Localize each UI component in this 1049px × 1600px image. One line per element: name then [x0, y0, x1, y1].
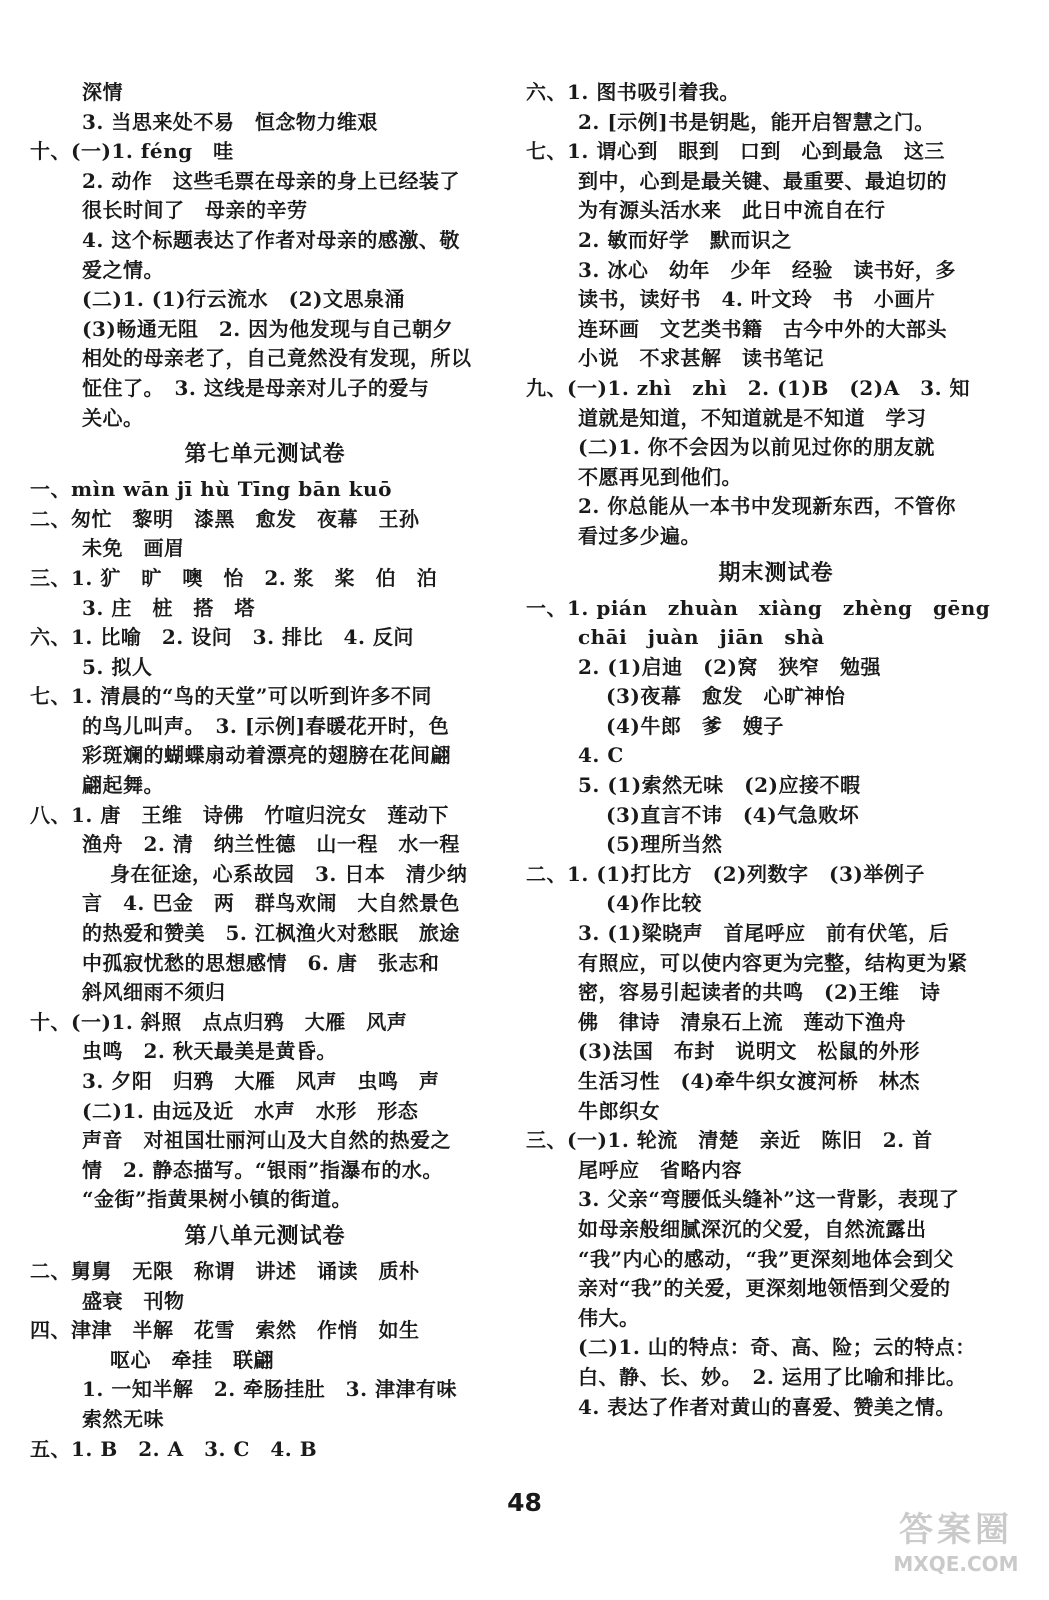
answer-line: 相处的母亲老了，自己竟然没有发现，所以: [82, 346, 472, 371]
answer-line: (3)夜幕 愈发 心旷神怡: [606, 684, 846, 709]
answer-line: 尾呼应 省略内容: [578, 1157, 742, 1182]
answer-line: 十、(一)1. 斜照 点点归鸦 大雁 风声: [30, 1009, 408, 1034]
answer-line: 3. 庄 桩 搭 塔: [82, 595, 255, 620]
answer-line: 牛郎织女: [578, 1098, 660, 1123]
answer-line: “金街”指黄果树小镇的街道。: [82, 1187, 353, 1212]
answer-line: 七、1. 清晨的“鸟的天堂”可以听到许多不同: [30, 684, 432, 709]
answer-line: 如母亲般细腻深沉的父爱，自然流露出: [578, 1216, 927, 1241]
answer-line: (二)1. 你不会因为以前见过你的朋友就: [578, 435, 935, 460]
answer-line: 3. 当思来处不易 恒念物力维艰: [82, 109, 378, 134]
answer-line: 索然无味: [82, 1406, 164, 1431]
answer-line: 2. 动作 这些毛票在母亲的身上已经装了: [82, 168, 460, 193]
answer-line: 很长时间了 母亲的辛劳: [82, 198, 308, 223]
answer-line: (3)法国 布封 说明文 松鼠的外形: [578, 1039, 920, 1064]
answer-line: 八、1. 唐 王维 诗佛 竹喧归浣女 莲动下: [30, 802, 449, 827]
answer-line: 5. 拟人: [82, 654, 153, 679]
answer-line: 七、1. 谓心到 眼到 口到 心到最急 这三: [526, 139, 945, 164]
section-heading: 第七单元测试卷: [184, 441, 346, 468]
answer-line: 虫鸣 2. 秋天最美是黄昏。: [82, 1039, 337, 1064]
answer-line: 亲对“我”的关爱，更深刻地领悟到父爱的: [578, 1276, 951, 1301]
answer-line: 二、匆忙 黎明 漆黑 愈发 夜幕 王孙: [30, 506, 420, 531]
answer-line: 2. (1)启迪 (2)窝 狭窄 勉强: [578, 654, 882, 679]
answer-line: 的热爱和赞美 5. 江枫渔火对愁眠 旅途: [82, 921, 460, 946]
answer-line: 爱之情。: [82, 257, 164, 282]
answer-line: 三、1. 犷 旷 噢 怡 2. 浆 桨 伯 泊: [30, 565, 438, 590]
answer-line: 为有源头活水来 此日中流自在行: [578, 198, 886, 223]
answer-line: 小说 不求甚解 读书笔记: [578, 346, 824, 371]
answer-line: 看过多少遍。: [578, 523, 701, 548]
answer-line: 九、(一)1. zhì zhì 2. (1)B (2)A 3. 知: [526, 375, 971, 400]
answer-line: 4. 表达了作者对黄山的喜爱、赞美之情。: [578, 1394, 956, 1419]
answer-line: (4)牛郎 爹 嫂子: [606, 713, 784, 738]
answer-line: 3. 冰心 幼年 少年 经验 读书好，多: [578, 257, 956, 282]
answer-line: 二、1. (1)打比方 (2)列数字 (3)举例子: [526, 861, 925, 886]
answer-line: (二)1. 由远及近 水声 水形 形态: [82, 1098, 419, 1123]
answer-line: 身在征途，心系故园 3. 日本 清少纳: [110, 861, 468, 886]
answer-line: 未免 画眉: [82, 536, 185, 561]
answer-line: chāi juàn jiān shà: [578, 625, 825, 650]
answer-line: 2. 你总能从一本书中发现新东西，不管你: [578, 494, 956, 519]
answer-line: (3)直言不讳 (4)气急败坏: [606, 802, 860, 827]
answer-line: 中孤寂忧愁的思想感情 6. 唐 张志和: [82, 950, 440, 975]
answer-line: 声音 对祖国壮丽河山及大自然的热爱之: [82, 1128, 451, 1153]
answer-line: 3. 父亲“弯腰低头缝补”这一背影，表现了: [578, 1187, 960, 1212]
answer-line: 情 2. 静态描写。“银雨”指瀑布的水。: [82, 1157, 443, 1182]
answer-line: 十、(一)1. féng 哇: [30, 139, 234, 164]
answer-line: 2. 敏而好学 默而识之: [578, 227, 792, 252]
answer-line: 一、mìn wān jī hù Tīng bān kuō: [30, 477, 392, 502]
right-column: [526, 78, 1026, 1422]
answer-line: 深情: [82, 80, 123, 104]
answer-line: 的鸟儿叫声。 3. [示例]春暖花开时，色: [82, 713, 450, 738]
answer-line: 道就是知道，不知道就是不知道 学习: [578, 405, 927, 430]
answer-line: 六、1. 比喻 2. 设问 3. 排比 4. 反问: [30, 625, 414, 650]
answer-line: (4)作比较: [606, 891, 702, 916]
answer-line: 连环画 文艺类书籍 古今中外的大部头: [578, 316, 947, 341]
answer-line: 二、舅舅 无限 称谓 讲述 诵读 质朴: [30, 1258, 420, 1283]
answer-line: 有照应，可以使内容更为完整，结构更为紧: [578, 950, 968, 975]
answer-line: 怔住了。 3. 这线是母亲对儿子的爱与: [82, 375, 430, 400]
answer-line: 伟大。: [578, 1305, 640, 1330]
answer-line: 关心。: [82, 405, 144, 430]
answer-line: 2. [示例]书是钥匙，能开启智慧之门。: [578, 109, 935, 134]
answer-line: 五、1. B 2. A 3. C 4. B: [30, 1436, 318, 1461]
answer-line: (5)理所当然: [606, 832, 723, 857]
answer-line: 盛衰 刊物: [82, 1288, 185, 1313]
watermark-logo: [880, 1508, 1032, 1586]
answer-line: 不愿再见到他们。: [578, 464, 742, 489]
answer-line: 呕心 牵挂 联翩: [110, 1347, 274, 1372]
answer-line: 1. 一知半解 2. 牵肠挂肚 3. 津津有味: [82, 1377, 458, 1402]
answer-line: 3. 夕阳 归鸦 大雁 风声 虫鸣 声: [82, 1069, 440, 1093]
answer-line: 言 4. 巴金 两 群鸟欢闹 大自然景色: [82, 891, 460, 916]
answer-line: “我”内心的感动，“我”更深刻地体会到父: [578, 1246, 955, 1271]
answer-line: 彩斑斓的蝴蝶扇动着漂亮的翅膀在花间翩: [82, 743, 451, 768]
answer-line: 到中，心到是最关键、最重要、最迫切的: [578, 168, 947, 193]
watermark-url: MXQE.COM: [893, 1552, 1019, 1576]
answer-line: 读书，读好书 4. 叶文玲 书 小画片: [578, 287, 936, 312]
answer-line: 斜风细雨不须归: [82, 980, 226, 1005]
left-column: [30, 78, 500, 1464]
answer-line: 渔舟 2. 清 纳兰性德 山一程 水一程: [82, 832, 460, 857]
answer-line: 白、静、长、妙。 2. 运用了比喻和排比。: [578, 1364, 967, 1389]
answer-line: 三、(一)1. 轮流 清楚 亲近 陈旧 2. 首: [526, 1128, 933, 1153]
answer-line: (二)1. (1)行云流水 (2)文思泉涌: [82, 287, 405, 312]
answer-line: 3. (1)梁晓声 首尾呼应 前有伏笔，后: [578, 921, 950, 946]
answer-line: (二)1. 山的特点：奇、高、险；云的特点：: [578, 1335, 976, 1360]
answer-line: 4. 这个标题表达了作者对母亲的感激、敬: [82, 227, 460, 252]
answer-line: 生活习性 (4)牵牛织女渡河桥 林杰: [578, 1069, 920, 1093]
section-heading: 期末测试卷: [718, 559, 834, 586]
answer-line: 翩起舞。: [82, 773, 164, 798]
watermark-text: 答案圈: [899, 1510, 1013, 1550]
answer-line: 佛 律诗 清泉石上流 莲动下渔舟: [578, 1009, 906, 1034]
answer-line: 5. (1)索然无味 (2)应接不暇: [578, 773, 861, 798]
answer-line: 六、1. 图书吸引着我。: [526, 80, 740, 104]
answer-line: 4. C: [578, 743, 624, 768]
section-heading: 第八单元测试卷: [184, 1222, 346, 1249]
answer-line: 四、津津 半解 花雪 索然 作悄 如生: [30, 1318, 420, 1343]
page-number: 48: [507, 1488, 542, 1517]
answer-line: 一、1. pián zhuàn xiàng zhèng gēng: [526, 595, 991, 620]
answer-line: (3)畅通无阻 2. 因为他发现与自己朝夕: [82, 316, 454, 341]
answer-line: 密，容易引起读者的共鸣 (2)王维 诗: [578, 980, 941, 1005]
